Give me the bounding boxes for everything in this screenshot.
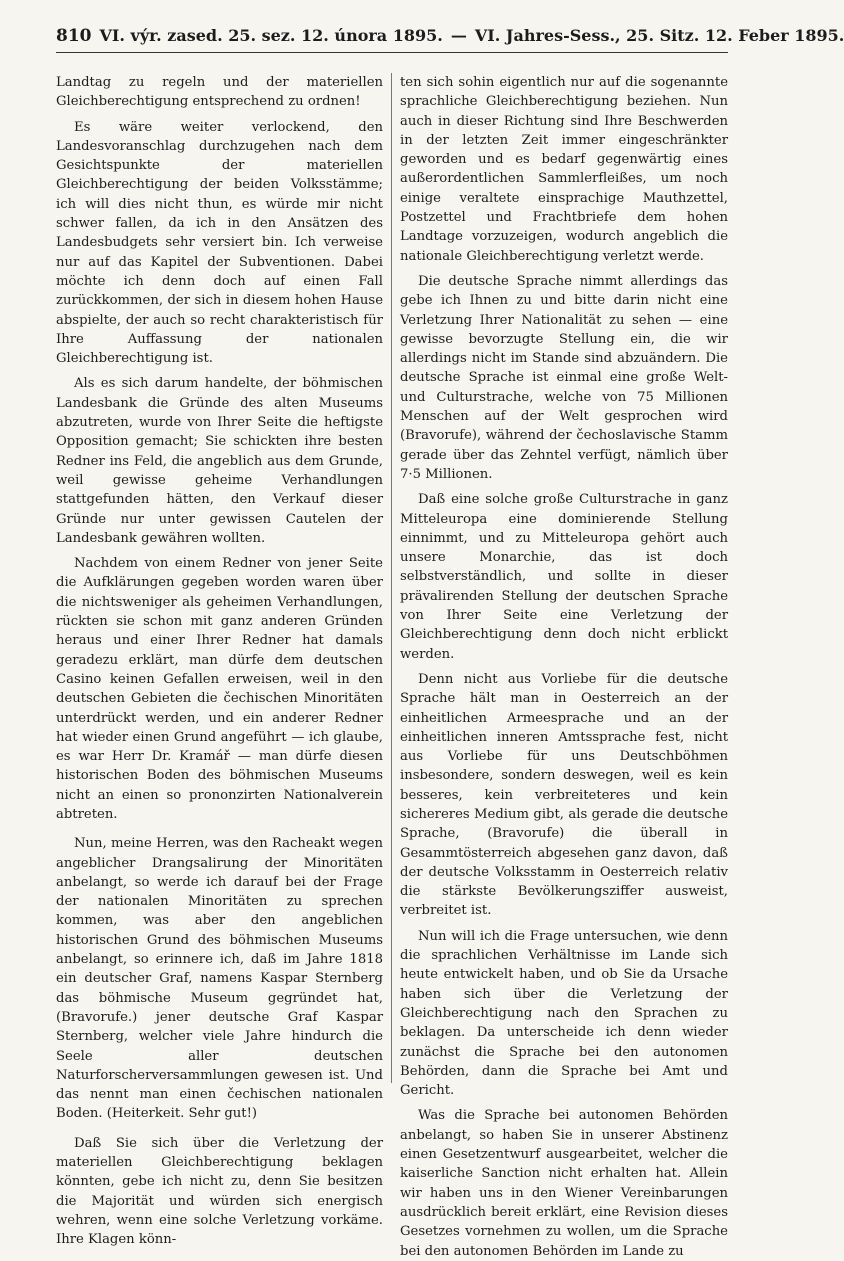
two-column-body <box>56 73 728 1259</box>
paragraph: Denn nicht aus Vorliebe für die deutsche Sprache hält man in Oesterreich an der einheitlichen Armeesprache und an der einheitlichen inneren Amtssprache fest, nicht aus Vorliebe für uns Deutschböhmen insbesondere, sondern deswegen, weil es kein besseres, kein verbreiteteres und kein sichereres Medium gibt, als gerade die deutsche Sprache, (Bravorufe) die überall in Gesammtösterreich abgesehen ganz davon, daß der deutsche Volksstamm in Oesterreich relativ die stärkste Bevölkerungsziffer ausweist, verbreitet ist. <box>400 671 728 919</box>
header-czech-session: VI. výr. zased. 25. sez. 12. února 1895. <box>99 26 443 45</box>
paragraph: Landtag zu regeln und der materiellen Gleichberechtigung entsprechend zu ordnen! <box>56 75 383 110</box>
paragraph: Nun, meine Herren, was den Racheakt wegen angeblicher Drangsalirung der Minoritäten anbelangt, so werde ich darauf bei der Frage der nationalen Minoritäten zu sprechen kommen, was aber den angeblichen historischen Grund des böhmischen Museums anbelangt, so erinnere ich, daß im Jahre 1818 ein deutscher Graf, namens Kaspar Sternberg das böhmische Museum gegründet hat, (Bravorufe.) jener deutsche Graf Kaspar Sternberg, welcher viele Jahre hindurch die Seele aller deutschen Naturforscherversammlungen gewesen ist. Und das nennt man einen čechischen nationalen Boden. (Heiterkeit. Sehr gut!) <box>56 836 383 1122</box>
paragraph: Als es sich darum handelte, der böhmischen Landesbank die Gründe des alten Museums abzutreten, wurde von Ihrer Seite die heftigste Opposition gemacht; Sie schickten ihre besten Redner ins Feld, die angeblich aus dem Grunde, weil gewisse geheime Verhandlungen stattgefunden hätten, den Verkauf dieser Gründe nur unter gewissen Cautelen der Landesbank gewähren wollten. <box>56 376 383 546</box>
paragraph: ten sich sohin eigentlich nur auf die sogenannte sprachliche Gleichberechtigung beziehen. Nun auch in dieser Richtung sind Ihre Beschwerden in der letzten Zeit immer eingeschränkter geworden und es bedarf gegenwärtig eines außerordentlichen Sammlerfleißes, um noch einige veraltete einsprachige Mauthzettel, Postzettel und Frachtbriefe dem hohen Landtage vorzuzeigen, wodurch angeblich die nationale Gleichberechtigung verletzt werde. <box>400 75 728 264</box>
paragraph: Daß Sie sich über die Verletzung der materiellen Gleichberechtigung beklagen könnten, gebe ich nicht zu, denn Sie besitzen die Majorität und würden sich energisch wehren, wenn eine solche Verletzung vorkäme. Ihre Klagen könn- <box>56 1135 383 1248</box>
right-column <box>392 73 728 1259</box>
paragraph: Nun will ich die Frage untersuchen, wie denn die sprachlichen Verhältnisse im Lande sich heute entwickelt haben, und ob Sie da Ursache haben sich über die Verletzung der Gleichberechtigung nach den Sprachen zu beklagen. Da unterscheide ich denn wieder zunächst die Sprache bei den autonomen Behörden, dann die Sprache bei Amt und Gericht. <box>400 928 728 1099</box>
paragraph: Es wäre weiter verlockend, den Landesvoranschlag durchzugehen nach dem Gesichtspunkte der materiellen Gleichberechtigung der beiden Volksstämme; ich will dies nicht thun, es würde mir nicht schwer fallen, da ich in den Ansätzen des Landesbudgets sehr versiert bin. Ich verweise nur auf das Kapitel der Subventionen. Dabei möchte ich denn doch auf einen Fall zurückkommen, der sich in diesem hohen Hause abspielte, der auch so recht charakteristisch für Ihre Auffassung der nationalen Gleichberechtigung ist. <box>56 119 383 367</box>
paragraph: Daß eine solche große Culturstrache in ganz Mitteleuropa eine dominierende Stellung einnimmt, und zu Mitteleuropa gehört auch unsere Monarchie, das ist doch selbstverständlich, und sollte in dieser prävalirenden Stellung der deutschen Sprache von Ihrer Seite eine Verletzung der Gleichberechtigung denn doch nicht erblickt werden. <box>400 492 728 662</box>
running-header <box>56 26 844 53</box>
page-number: 810 <box>56 26 92 46</box>
left-column <box>56 73 392 1248</box>
header-separator: — <box>450 26 467 45</box>
paragraph: Was die Sprache bei autonomen Behörden anbelangt, so haben Sie in unserer Abstinenz einen Gesetzentwurf ausgearbeitet, welcher die kaiserliche Sanction nicht erhalten hat. Allein wir haben uns in den Wiener Vereinbarungen ausdrücklich bereit erklärt, eine Revision dieses Gesetzes vornehmen zu wollen, um die Sprache bei den autonomen Behörden im Lande zu <box>400 1108 728 1259</box>
header-german-session: VI. Jahres-Sess., 25. Sitz. 12. Feber 1895. <box>474 26 844 45</box>
paragraph: Die deutsche Sprache nimmt allerdings das gebe ich Ihnen zu und bitte darin nicht eine Verletzung Ihrer Nationalität zu sehen — eine gewisse bevorzugte Stellung ein, die wir allerdings nicht im Stande sind abzuändern. Die deutsche Sprache ist einmal eine große Welt- und Culturstrache, welche von 75 Millionen Menschen auf der Welt gesprochen wird (Bravorufe), während der čechoslavische Stamm gerade über das Zehntel verfügt, nämlich über 7·5 Millionen. <box>400 273 728 482</box>
paragraph: Nachdem von einem Redner von jener Seite die Aufklärungen gegeben worden waren über die nichtsweniger als geheimen Verhandlungen, rückten sie schon mit ganz anderen Gründen heraus und einer Ihrer Redner hat damals geradezu erklärt, man dürfe dem deutschen Casino keinen Gefallen erweisen, weil in den deutschen Gebieten die čechischen Minoritäten unterdrückt werden, und ein anderer Redner hat wieder einen Grund angeführt — ich glaube, es war Herr Dr. Kramář — man dürfe diesen historischen Boden des böhmischen Museums nicht an einen so prononzirten Nationalverein abtreten. <box>56 556 383 822</box>
